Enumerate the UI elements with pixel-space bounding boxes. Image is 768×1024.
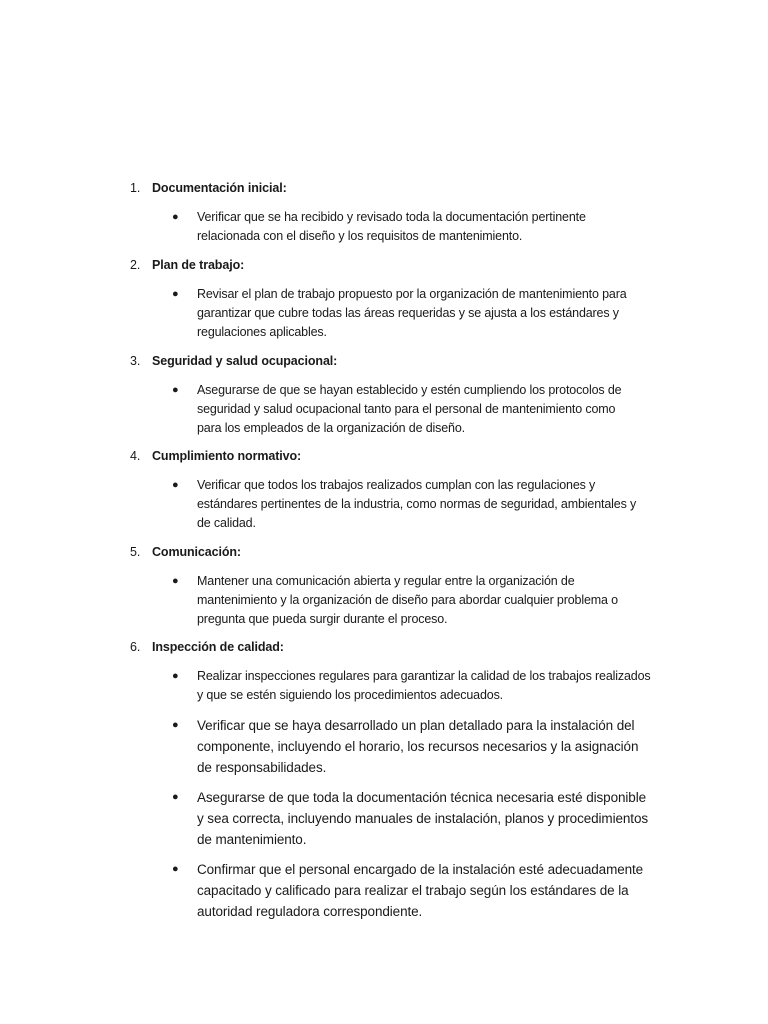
list-item-line: Verificar que se ha recibido y revisado toda la documentación pertinente — [197, 210, 586, 224]
list-item-line: de calidad. — [197, 516, 256, 530]
section-heading — [130, 353, 337, 369]
section-title: Documentación inicial: — [152, 181, 287, 195]
list-item-line: Asegurarse de que toda la documentación técnica necesaria esté disponible — [197, 790, 646, 805]
section-heading — [130, 448, 301, 464]
section-heading — [130, 544, 241, 560]
list-item-line: Asegurarse de que se hayan establecido y estén cumpliendo los protocolos de — [197, 383, 622, 397]
list-item-line: relacionada con el diseño y los requisitos de mantenimiento. — [197, 229, 523, 243]
list-item-line: componente, incluyendo el horario, los recursos necesarios y la asignación — [197, 738, 639, 754]
section-heading — [130, 180, 287, 196]
bullet-icon: ● — [172, 384, 179, 396]
bullet-icon: ● — [172, 211, 179, 223]
bullet-icon: ● — [172, 575, 179, 587]
section-title: Plan de trabajo: — [152, 258, 245, 272]
bullet-icon: ● — [172, 479, 179, 491]
bullet-icon: ● — [172, 791, 179, 803]
bullet-icon: ● — [172, 670, 179, 682]
list-item-line: Verificar que todos los trabajos realizados cumplan con las regulaciones y — [197, 478, 596, 492]
list-item-line: capacitado y calificado para realizar el trabajo según los estándares de la — [197, 882, 629, 898]
section-number: 2. — [130, 258, 141, 272]
list-item-line: garantizar que cubre todas las áreas requeridas y se ajusta a los estándares y — [197, 306, 619, 320]
bullet-icon: ● — [172, 288, 179, 300]
bullet-icon: ● — [172, 719, 179, 731]
section-heading — [130, 639, 284, 655]
list-item-line: y sea correcta, incluyendo manuales de instalación, planos y procedimientos — [197, 810, 649, 826]
list-item-line: de mantenimiento. — [197, 831, 307, 847]
bullet-icon: ● — [172, 863, 179, 875]
section-title: Cumplimiento normativo: — [152, 449, 302, 463]
section-number: 4. — [130, 449, 141, 463]
list-item-line: regulaciones aplicables. — [197, 325, 327, 339]
section-title: Seguridad y salud ocupacional: — [152, 354, 338, 368]
list-item-line: Confirmar que el personal encargado de la instalación esté adecuadamente — [197, 862, 644, 877]
list-item-line: de responsabilidades. — [197, 759, 327, 775]
section-number: 5. — [130, 545, 141, 559]
list-item-line: Realizar inspecciones regulares para garantizar la calidad de los trabajos realizados — [197, 669, 651, 683]
section-heading — [130, 257, 244, 273]
section-number: 6. — [130, 640, 141, 654]
section-number: 3. — [130, 354, 141, 368]
list-item-line: estándares pertinentes de la industria, como normas de seguridad, ambientales y — [197, 497, 637, 511]
list-item-line: Verificar que se haya desarrollado un plan detallado para la instalación del — [197, 718, 635, 733]
list-item-line: pregunta que pueda surgir durante el proceso. — [197, 612, 448, 626]
list-item-line: autoridad reguladora correspondiente. — [197, 903, 423, 919]
list-item-line: Mantener una comunicación abierta y regular entre la organización de — [197, 574, 575, 588]
section-title: Inspección de calidad: — [152, 640, 284, 654]
section-title: Comunicación: — [152, 545, 241, 559]
list-item-line: seguridad y salud ocupacional tanto para el personal de mantenimiento como — [197, 402, 616, 416]
list-item-line: mantenimiento y la organización de diseño para abordar cualquier problema o — [197, 593, 618, 607]
list-item-line: para los empleados de la organización de diseño. — [197, 421, 465, 435]
section-number: 1. — [130, 181, 141, 195]
list-item-line: y que se estén siguiendo los procedimientos adecuados. — [197, 688, 503, 702]
list-item-line: Revisar el plan de trabajo propuesto por la organización de mantenimiento para — [197, 287, 627, 301]
